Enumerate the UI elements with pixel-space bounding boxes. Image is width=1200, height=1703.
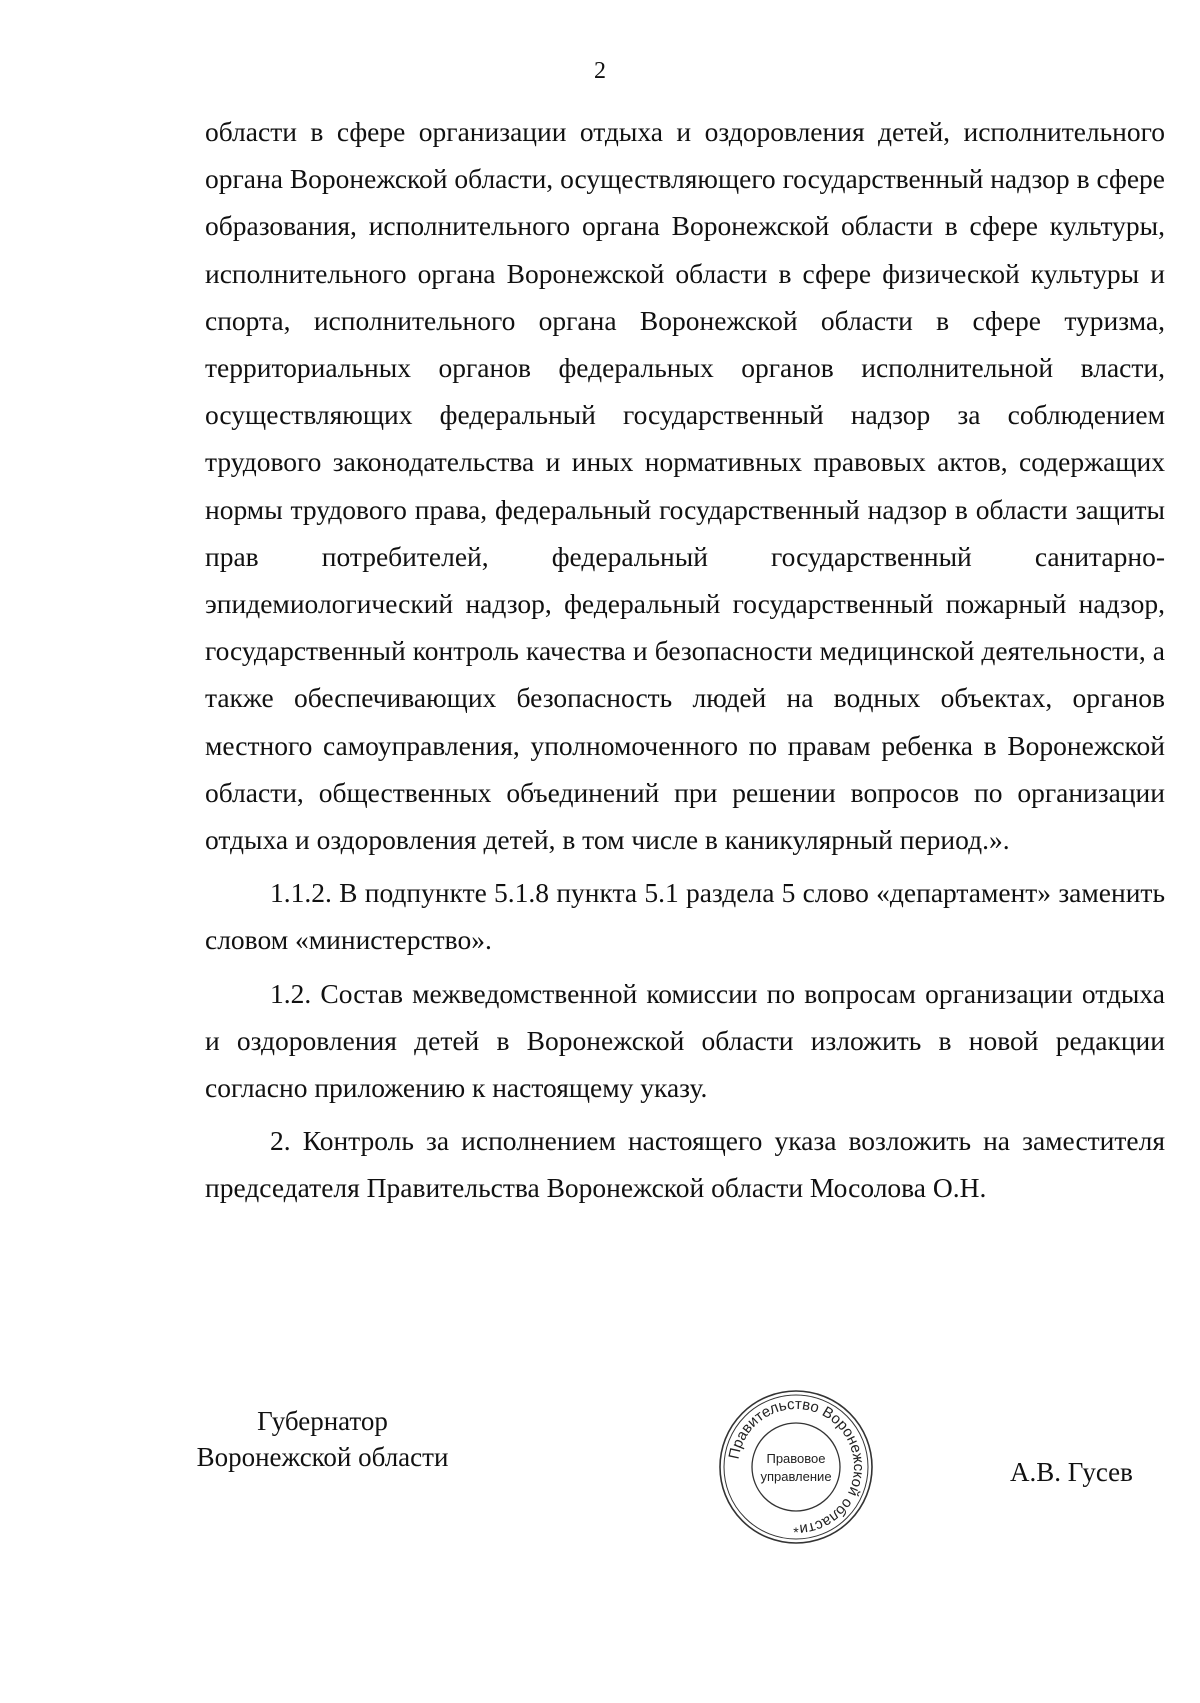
official-stamp-icon [716, 1387, 876, 1547]
signer-position: Губернатор [257, 1406, 388, 1436]
stamp-star: * [793, 1524, 799, 1540]
signer-name: А.В. Гусев [1010, 1457, 1133, 1487]
paragraph-continuation: области в сфере организации отдыха и оздоровления детей, исполнительного органа Воронежской области, осуществляющего государственный надзор в сфере образования, исполнительного органа Воронежской области в сфере культуры, исполнительного органа Воронежской области в сфере физической культуры и спорта, исполнительного органа Воронежской области в сфере туризма, территориальных органов федеральных органов исполнительной власти, осуществляющих федеральный государственный надзор за соблюдением трудового законодательства и иных нормативных правовых актов, содержащих нормы трудового права, федеральный государственный надзор в области защиты прав потребителей, федеральный государственный санитарно-эпидемиологический надзор, федеральный государственный пожарный надзор, государственный контроль качества и безопасности медицинской деятельности, а также обеспечивающих безопасность людей на водных объектах, органов местного самоуправления, уполномоченного по правам ребенка в Воронежской области, общественных объединений при решении вопросов по организации отдыха и оздоровления детей, в том числе в каникулярный период.». [205, 116, 1165, 856]
stamp-inner-line-1: Правовое [766, 1451, 826, 1466]
paragraph-1-1-2: 1.1.2. В подпункте 5.1.8 пункта 5.1 раздела 5 слово «департамент» заменить словом «министерство». [205, 877, 1165, 956]
document-body [205, 108, 1165, 1212]
signer-region: Воронежской области [196, 1442, 449, 1472]
paragraph-2: 2. Контроль за исполнением настоящего указа возложить на заместителя председателя Правительства Воронежской области Мосолова О.Н. [205, 1125, 1165, 1204]
stamp-outer-text: Правительство Воронежской области [725, 1395, 868, 1538]
page-number: 2 [594, 58, 606, 84]
signature-title [185, 1403, 460, 1475]
paragraph-1-2: 1.2. Состав межведомственной комиссии по вопросам организации отдыха и оздоровления детей в Воронежской области изложить в новой редакции согласно приложению к настоящему указу. [205, 977, 1165, 1104]
stamp-inner-line-2: управление [760, 1469, 832, 1484]
